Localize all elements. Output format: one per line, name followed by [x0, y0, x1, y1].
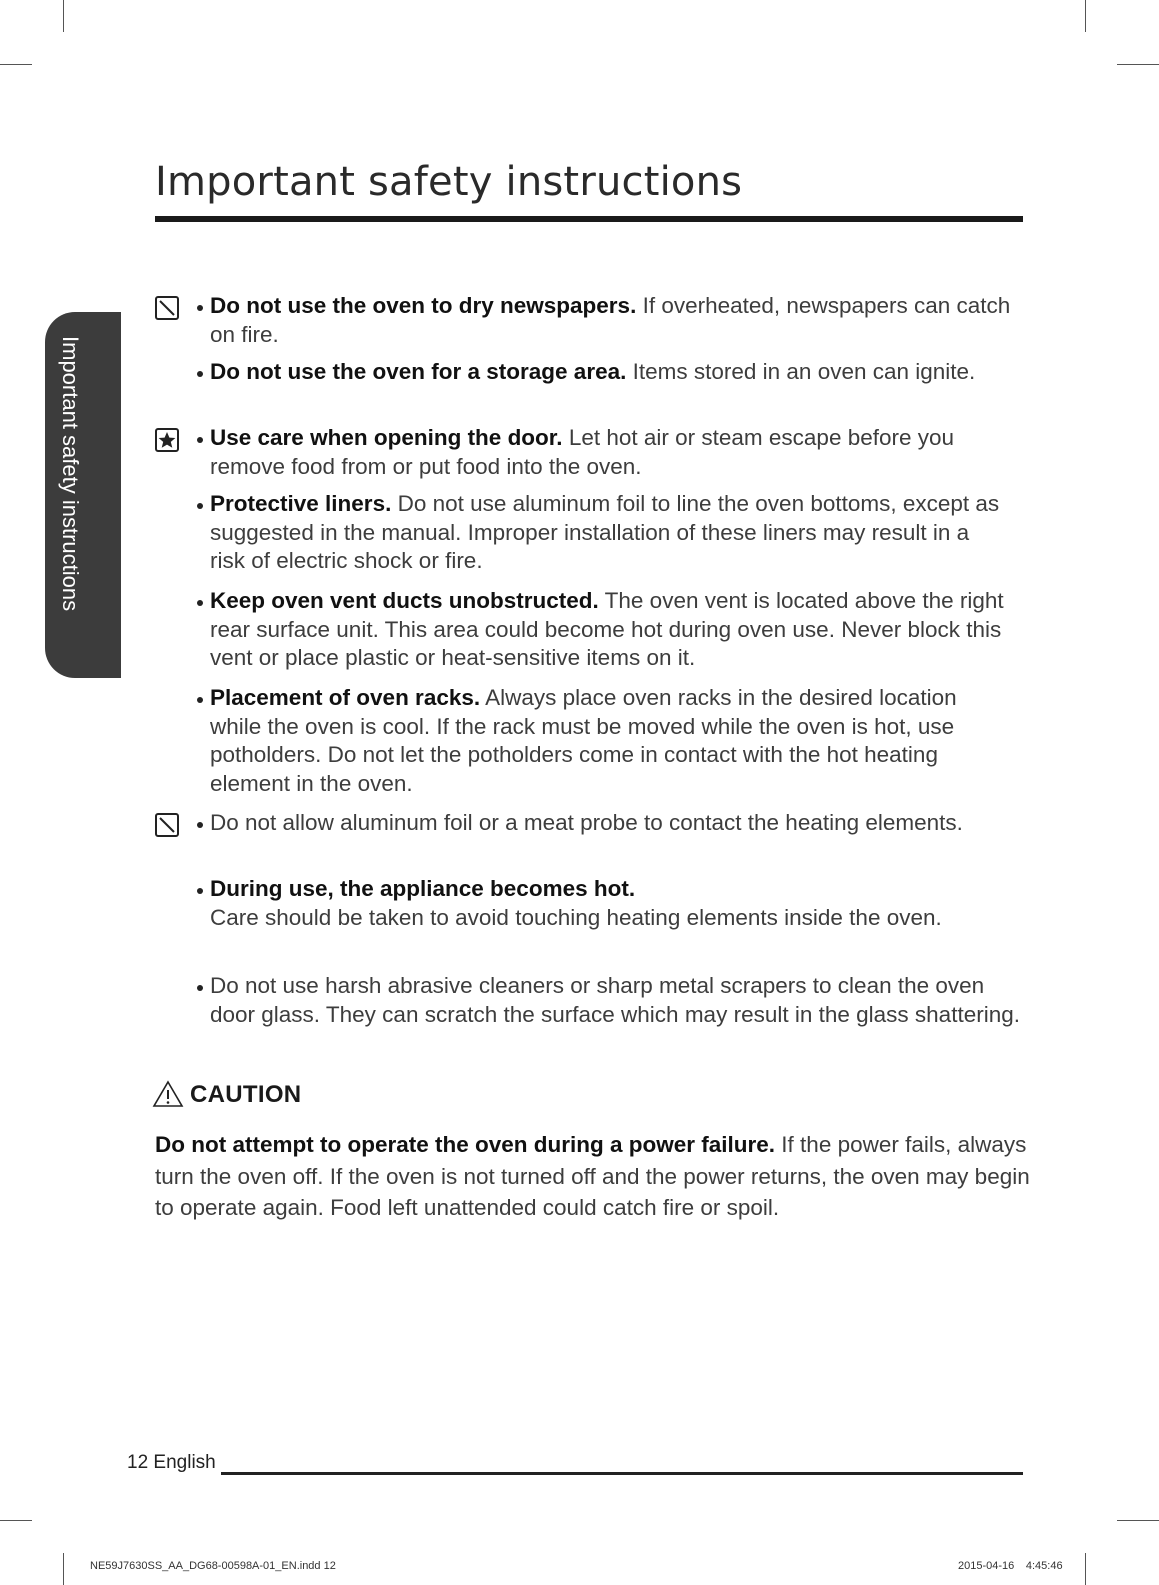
item-text: Always place oven racks in the desired location while the oven is cool. If the rack must be moved while the oven is hot, use potholders. Do not let the potholders come in contact with the hot heating element in the oven.: [210, 685, 957, 796]
list-item: [210, 972, 1020, 1029]
item-lead: Keep oven vent ducts unobstructed.: [210, 588, 599, 613]
important-star-icon: [155, 428, 179, 452]
print-slug-timestamp: 2015-04-16 4:45:46: [958, 1560, 1063, 1572]
bullet: [197, 822, 203, 828]
list-item: [210, 358, 990, 387]
caution-lead: Do not attempt to operate the oven during a power failure.: [155, 1132, 776, 1157]
caution-heading: CAUTION: [190, 1081, 302, 1108]
item-lead: Do not use the oven for a storage area.: [210, 359, 627, 384]
item-text: If overheated, newspapers can catch on fire.: [210, 293, 1011, 347]
caution-text: If the power fails, always turn the oven off. If the oven is not turned off and the power returns, the oven may begin to operate again. Food left unattended could catch fire or spoil.: [155, 1132, 1030, 1220]
item-lead: During use, the appliance becomes hot.: [210, 876, 636, 901]
bullet: [197, 371, 203, 377]
bullet: [197, 888, 203, 894]
bullet: [197, 437, 203, 443]
prohibited-icon: [155, 296, 179, 320]
bullet: [197, 503, 203, 509]
list-item: [210, 424, 1030, 481]
warning-triangle-icon: [152, 1080, 184, 1108]
side-section-tab-label: Important safety instructions: [58, 336, 83, 612]
print-slug-filename: NE59J7630SS_AA_DG68-00598A-01_EN.indd 12: [90, 1560, 336, 1572]
footer-rule: [221, 1472, 1023, 1475]
bullet: [197, 985, 203, 991]
page-title: Important safety instructions: [155, 159, 743, 205]
item-text: Do not allow aluminum foil or a meat probe to contact the heating elements.: [210, 810, 963, 835]
item-text: Do not use aluminum foil to line the oven bottoms, except as suggested in the manual. Improper installation of these liners may result in a risk of electric shock or fire.: [210, 491, 1000, 573]
list-item: [210, 875, 1000, 932]
list-item: [210, 684, 1000, 798]
item-text: Let hot air or steam escape before you remove food from or put food into the oven.: [210, 425, 955, 479]
caution-paragraph: [155, 1129, 1035, 1224]
item-text: Do not use harsh abrasive cleaners or sharp metal scrapers to clean the oven door glass. They can scratch the surface which may result in the glass shattering.: [210, 973, 1020, 1027]
list-item: [210, 490, 1010, 576]
prohibited-icon: [155, 813, 179, 837]
item-lead: Do not use the oven to dry newspapers.: [210, 293, 637, 318]
item-lead: Protective liners.: [210, 491, 392, 516]
list-item: [210, 809, 990, 838]
item-text: The oven vent is located above the right rear surface unit. This area could become hot during oven use. Never block this vent or place plastic or heat-sensitive items on it.: [210, 588, 1004, 670]
page-number-label: 12 English: [127, 1452, 216, 1473]
item-lead: Use care when opening the door.: [210, 425, 563, 450]
item-text: Care should be taken to avoid touching heating elements inside the oven.: [210, 904, 942, 930]
bullet: [197, 600, 203, 606]
item-lead: Placement of oven racks.: [210, 685, 481, 710]
item-text: Items stored in an oven can ignite.: [626, 359, 976, 384]
bullet: [197, 697, 203, 703]
list-item: [210, 587, 1025, 673]
bullet: [197, 305, 203, 311]
list-item: [210, 292, 1030, 349]
